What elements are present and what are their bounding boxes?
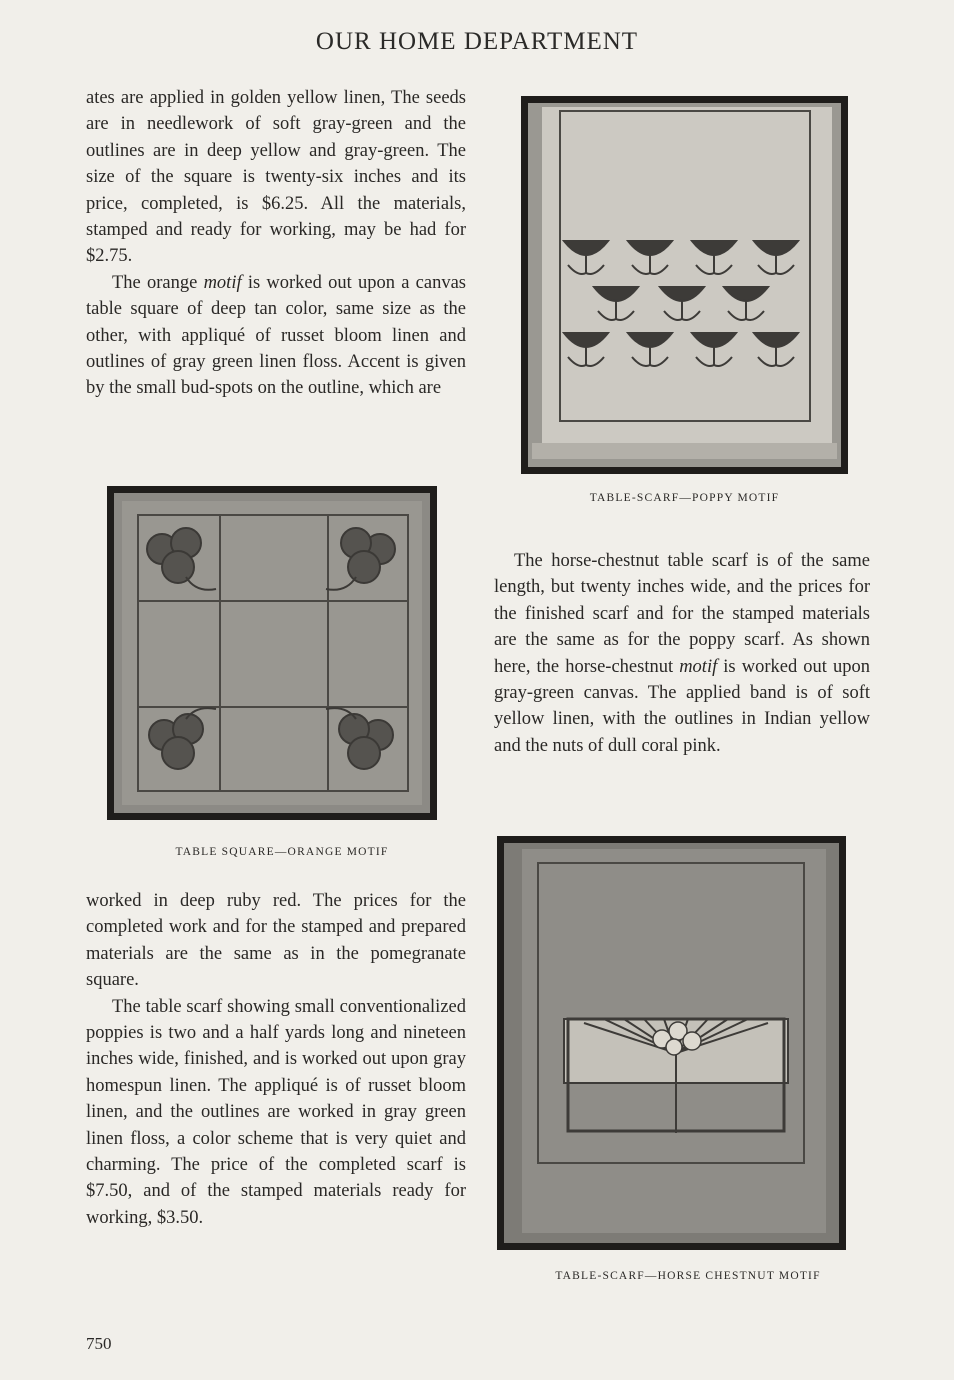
paragraph: ates are applied in golden yellow linen, The seeds are in needlework of soft gray-green and the outlines are in deep yellow and gray-green. The size of the square is twenty-six inches and its price, completed, is $6.25. All the materials, stamped and ready for working, may be had for $2.75. [86,88,466,267]
paragraph: The horse-chestnut table scarf is of the same length, but twenty inches wide, and the prices for the finished scarf and for the stamped materials are the same as for the poppy scarf. As shown here, the horse-chestnut motif is worked out upon gray-green canvas. The applied band is of soft yellow linen, with the outlines in Indian yellow and the nuts of dull coral pink. [494,551,870,756]
chestnut-scarf-photo [497,836,846,1250]
paragraph: worked in deep ruby red. The prices for the completed work and for the stamped and prepared materials are the same as in the pomegranate square. [86,891,466,991]
paragraph: The table scarf showing small conventionalized poppies is two and a half yards long and nineteen inches wide, finished, and is worked out upon gray homespun linen. The appliqué is of russet bloom linen, and the outlines are worked in gray green linen floss, a color scheme that is very quiet and charming. The price of the completed scarf is $7.50, and of the stamped materials ready for working, $3.50. [86,996,466,1228]
poppy-scarf-photo [521,96,848,474]
chestnut-caption: TABLE-SCARF—HORSE CHESTNUT MOTIF [555,1270,821,1282]
orange-square-photo [107,486,437,820]
running-head: OUR HOME DEPARTMENT [315,28,639,55]
text-block-right [494,548,870,759]
text-block-left-bottom [86,888,466,1231]
orange-caption: TABLE SQUARE—ORANGE MOTIF [175,846,389,858]
poppy-caption: TABLE-SCARF—POPPY MOTIF [589,492,780,504]
paragraph: The orange motif is worked out upon a canvas table square of deep tan color, same size as the other, with appliqué of russet bloom linen and outlines of gray green linen floss. Accent is given by the small bud-spots on the outline, which are [86,272,466,399]
text-block-left-top [86,85,466,402]
page-number: 750 [86,1334,112,1353]
